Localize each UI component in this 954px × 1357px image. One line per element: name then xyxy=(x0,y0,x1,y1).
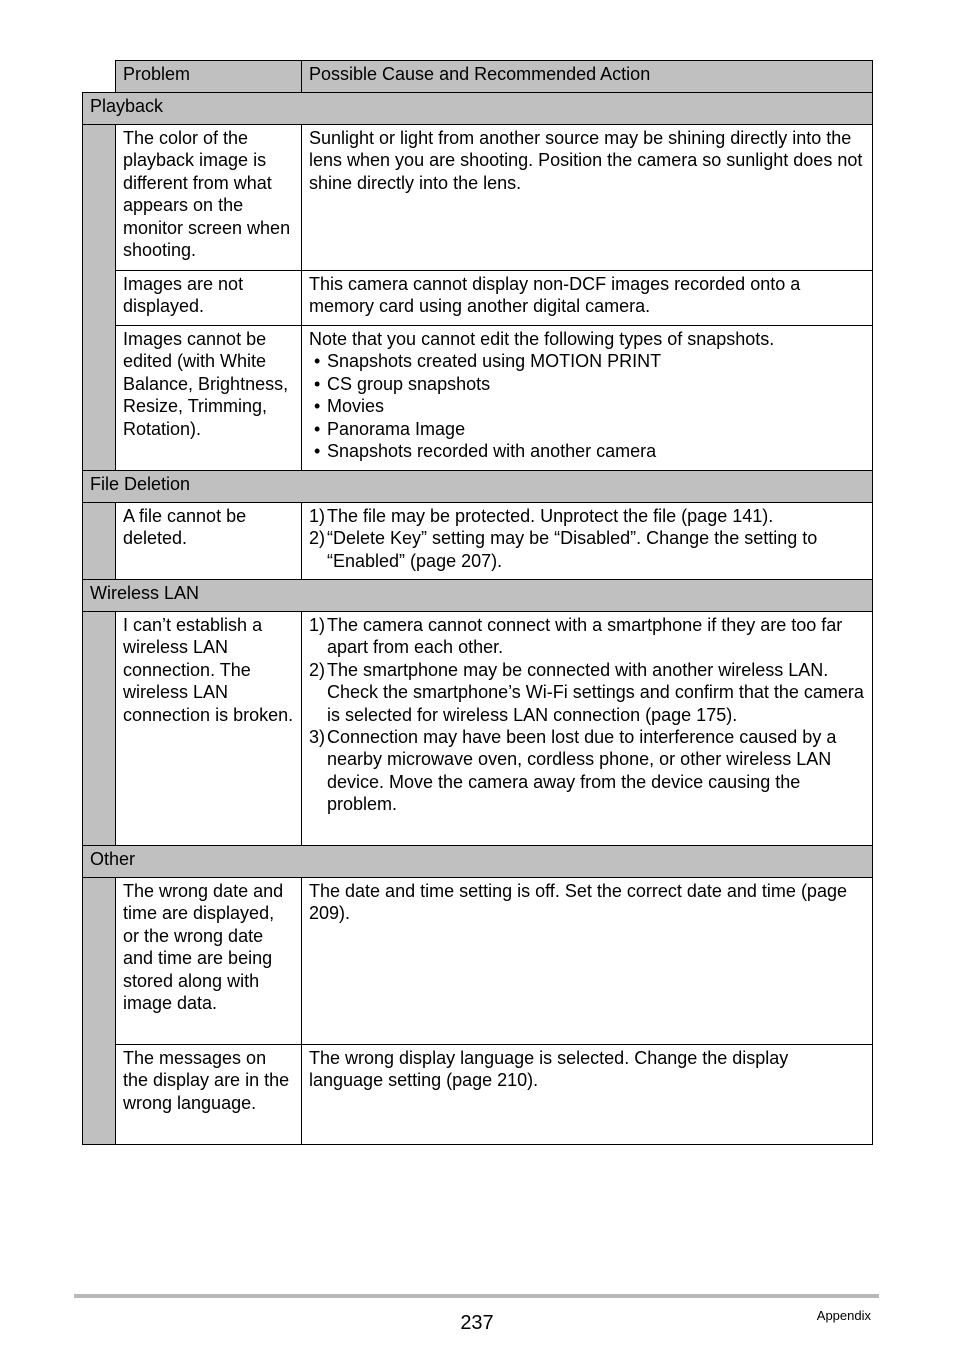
section-heading: File Deletion xyxy=(83,471,873,503)
item-text: The camera cannot connect with a smartphone if they are too far apart from each other. xyxy=(327,615,843,658)
item-number: 1) xyxy=(309,615,326,635)
header-gutter xyxy=(83,61,116,93)
section-gutter xyxy=(83,503,116,580)
section-heading: Wireless LAN xyxy=(83,580,873,612)
numbered-item xyxy=(309,527,866,572)
action-cell: The wrong display language is selected. Change the display language setting (page 210). xyxy=(302,1045,873,1145)
section-playback xyxy=(83,93,873,471)
item-number: 1) xyxy=(309,506,326,526)
item-text: The smartphone may be connected with another wireless LAN. Check the smartphone’s Wi-Fi settings and confirm that the camera is selected for wireless LAN connection (page 175). xyxy=(327,659,864,725)
numbered-item xyxy=(309,726,866,816)
action-cell xyxy=(302,326,873,471)
section-gutter xyxy=(83,878,116,1145)
problem-cell: I can’t establish a wireless LAN connection. The wireless LAN connection is broken. xyxy=(116,612,302,846)
problem-cell: Images are not displayed. xyxy=(116,271,302,326)
action-intro: Note that you cannot edit the following types of snapshots. xyxy=(309,329,775,349)
section-heading: Other xyxy=(83,846,873,878)
bullet-item: • Snapshots created using MOTION PRINT xyxy=(309,350,866,372)
table-row xyxy=(83,503,873,580)
section-gutter xyxy=(83,125,116,471)
item-text: “Delete Key” setting may be “Disabled”. Change the setting to “Enabled” (page 207). xyxy=(327,528,818,571)
table-header-row xyxy=(83,61,873,93)
item-number: 3) xyxy=(309,727,326,748)
item-text: The file may be protected. Unprotect the file (page 141). xyxy=(327,506,774,526)
bullet-item: • Panorama Image xyxy=(309,418,866,440)
bullet-list xyxy=(309,350,866,462)
table-row xyxy=(83,878,873,1045)
action-cell xyxy=(302,612,873,846)
item-text: Connection may have been lost due to interference caused by a nearby microwave oven, cordless phone, or other wireless LAN device. Move the camera away from the device causing the problem. xyxy=(327,727,837,815)
problem-cell: Images cannot be edited (with White Balance, Brightness, Resize, Trimming, Rotation). xyxy=(116,326,302,471)
item-number: 2) xyxy=(309,528,326,549)
table-row xyxy=(83,612,873,846)
item-number: 2) xyxy=(309,659,326,680)
numbered-list xyxy=(309,614,866,816)
page-number: 237 xyxy=(460,1312,494,1334)
problem-cell: The messages on the display are in the wrong language. xyxy=(116,1045,302,1145)
numbered-item xyxy=(309,659,866,726)
action-cell: This camera cannot display non-DCF images recorded onto a memory card using another digital camera. xyxy=(302,271,873,326)
section-heading: Playback xyxy=(83,93,873,125)
problem-cell: A file cannot be deleted. xyxy=(116,503,302,580)
action-column-header: Possible Cause and Recommended Action xyxy=(302,61,873,93)
footer-rule xyxy=(74,1294,879,1298)
table-row xyxy=(83,326,873,471)
bullet-item: • CS group snapshots xyxy=(309,373,866,395)
table-row xyxy=(83,1045,873,1145)
action-cell: Sunlight or light from another source may be shining directly into the lens when you are shooting. Position the camera so sunlight does not shine directly into the lens. xyxy=(302,125,873,271)
numbered-item xyxy=(309,505,866,527)
bullet-item: • Snapshots recorded with another camera xyxy=(309,440,866,462)
action-cell: The date and time setting is off. Set the correct date and time (page 209). xyxy=(302,878,873,1045)
problem-cell: The wrong date and time are displayed, or the wrong date and time are being stored along with image data. xyxy=(116,878,302,1045)
section-gutter xyxy=(83,612,116,846)
table-row xyxy=(83,125,873,271)
action-cell xyxy=(302,503,873,580)
section-wireless-lan xyxy=(83,580,873,846)
section-other xyxy=(83,846,873,1145)
section-file-deletion xyxy=(83,471,873,580)
table-row xyxy=(83,271,873,326)
section-label: Appendix xyxy=(816,1308,871,1323)
bullet-item: • Movies xyxy=(309,395,866,417)
numbered-list xyxy=(309,505,866,572)
problem-cell: The color of the playback image is different from what appears on the monitor screen when shooting. xyxy=(116,125,302,271)
troubleshooting-table xyxy=(82,60,873,1145)
numbered-item xyxy=(309,614,866,659)
problem-column-header: Problem xyxy=(116,61,302,93)
